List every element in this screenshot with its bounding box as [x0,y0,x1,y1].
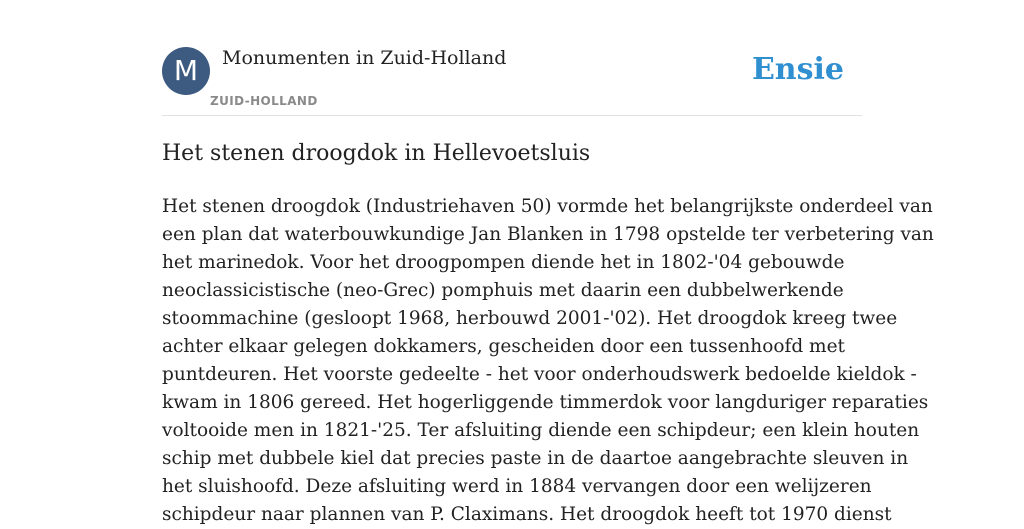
article-card [162,0,934,525]
article-body [162,193,934,529]
body-line: puntdeuren. Het voorste gedeelte - het voor onderhoudswerk bedoelde kieldok - [162,364,917,385]
body-line: voltooide men in 1821-'25. Ter afsluiting diende een schipdeur; een klein houten [162,420,920,441]
body-line: Het stenen droogdok (Industriehaven 50) vormde het belangrijkste onderdeel van [162,196,933,217]
source-header [162,0,862,116]
source-region-link[interactable]: ZUID-HOLLAND [210,94,318,108]
source-avatar[interactable]: M [162,47,210,95]
article-title: Het stenen droogdok in Hellevoetsluis [162,141,591,166]
source-title-link[interactable]: Monumenten in Zuid-Holland [222,47,507,69]
body-line: kwam in 1806 gereed. Het hogerliggende timmerdok voor langduriger reparaties [162,392,929,413]
body-line: schipdeur naar plannen van P. Claximans. Het droogdok heeft tot 1970 dienst [162,504,892,525]
body-line: neoclassicistische (neo-Grec) pomphuis met daarin een dubbelwerkende [162,280,844,301]
body-line: het marinedok. Voor het droogpompen diende het in 1802-'04 gebouwde [162,252,845,273]
body-line: het sluishoofd. Deze afsluiting werd in 1884 vervangen door een welijzeren [162,476,872,497]
body-line: schip met dubbele kiel dat precies paste in de daartoe aangebrachte sleuven in [162,448,909,469]
body-line: stoommachine (gesloopt 1968, herbouwd 2001-'02). Het droogdok kreeg twee [162,308,898,329]
body-line: een plan dat waterbouwkundige Jan Blanken in 1798 opstelde ter verbetering van [162,224,934,245]
body-line: achter elkaar gelegen dokkamers, gescheiden door een tussenhoofd met [162,336,845,357]
ensie-logo[interactable]: Ensie [751,52,844,87]
